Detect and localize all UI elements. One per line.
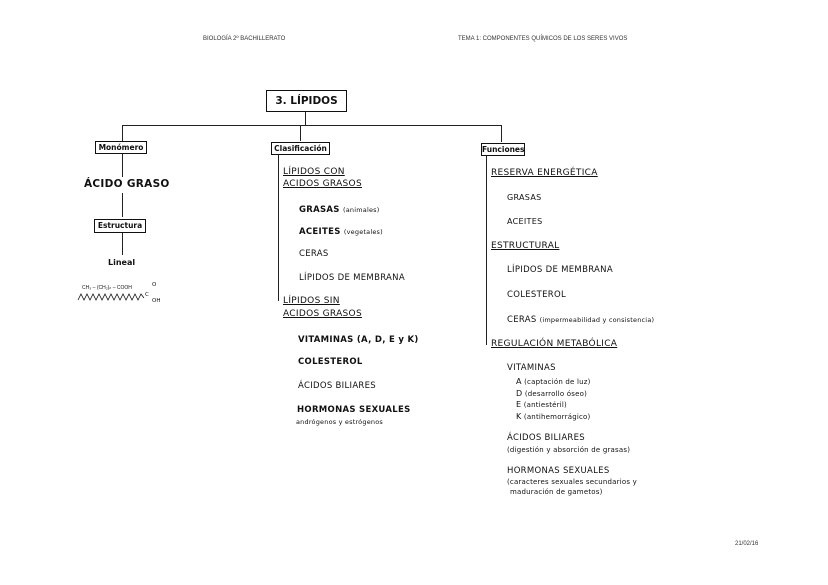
acido-graso-label: ÁCIDO GRASO — [84, 178, 170, 190]
func-vit-e — [516, 400, 567, 409]
func-grasas: GRASAS — [507, 193, 542, 202]
monomero-stem-1 — [122, 153, 123, 177]
clas-grasas — [299, 205, 380, 215]
fatty-acid-formula: CH₃ – (CH₂)ₙ – COOH — [82, 285, 132, 291]
clas-aceites — [299, 227, 383, 237]
func-ceras-note: (impermeabilidad y consistencia) — [539, 316, 655, 324]
estructura-type: Lineal — [108, 258, 136, 267]
carboxyl-oh: OH — [152, 298, 161, 304]
header-left: BIOLOGÍA 2º BACHILLERATO — [203, 36, 286, 42]
func-vit-e-letter: E — [516, 400, 522, 409]
clas-vitaminas: VITAMINAS (A, D, E y K) — [298, 335, 419, 345]
clas-hormonas-note: andrógenos y estrógenos — [296, 418, 383, 426]
func-aceites: ACEITES — [507, 217, 543, 226]
fatty-acid-zigzag-icon — [77, 291, 147, 303]
funciones-heading: Funciones — [482, 145, 525, 154]
func-ceras — [507, 315, 654, 325]
page-title: 3. LÍPIDOS — [266, 90, 347, 112]
estructura-stem — [122, 233, 123, 255]
func-acidos-biliares-note: (digestión y absorción de grasas) — [507, 446, 631, 454]
func-hormonas: HORMONAS SEXUALES — [507, 466, 610, 476]
clasificacion-trunk — [278, 153, 279, 301]
clas-hormonas: HORMONAS SEXUALES — [297, 405, 411, 415]
sin-acidos-line2: ACIDOS GRASOS — [283, 309, 362, 319]
clas-acidos-biliares: ÁCIDOS BILIARES — [298, 381, 377, 391]
estructura-heading: Estructura — [94, 219, 146, 233]
carboxyl-o: O — [152, 282, 157, 288]
func-hormonas-note2: maduración de gametos) — [510, 488, 603, 496]
drop-monomero — [122, 125, 123, 141]
clas-aceites-note: (vegetales) — [343, 228, 383, 236]
drop-clasificacion — [300, 125, 301, 141]
func-vit-k — [516, 412, 590, 421]
clas-grasas-label: GRASAS — [299, 205, 340, 215]
func-acidos-biliares: ÁCIDOS BILIARES — [507, 433, 586, 443]
func-lipidos-membrana: LÍPIDOS DE MEMBRANA — [507, 265, 613, 275]
func-colesterol: COLESTEROL — [507, 290, 567, 300]
header-right: TEMA 1: COMPONENTES QUÍMICOS DE LOS SERES VIVOS — [458, 36, 628, 42]
func-vitaminas: VITAMINAS — [507, 363, 556, 373]
monomero-heading: Monómero — [95, 141, 147, 154]
func-estructural: ESTRUCTURAL — [491, 241, 560, 251]
title-stem — [305, 112, 306, 125]
con-acidos-line1: LÍPIDOS CON — [283, 167, 345, 177]
func-vit-a-letter: A — [516, 377, 522, 386]
top-bar — [122, 125, 502, 126]
clas-lipidos-membrana: LÍPIDOS DE MEMBRANA — [299, 273, 405, 283]
func-vit-k-note: (antihemorrágico) — [523, 413, 591, 421]
func-reserva: RESERVA ENERGÉTICA — [491, 168, 598, 178]
func-hormonas-note1: (caracteres sexuales secundarios y — [507, 478, 637, 486]
clas-aceites-label: ACEITES — [299, 227, 341, 237]
func-vit-e-note: (antiestéril) — [523, 401, 567, 409]
funciones-trunk — [486, 155, 487, 345]
monomero-stem-2 — [122, 193, 123, 217]
con-acidos-line2: ACIDOS GRASOS — [283, 179, 362, 189]
func-ceras-label: CERAS — [507, 315, 537, 325]
clas-colesterol: COLESTEROL — [298, 357, 363, 367]
footer-date: 21/02/16 — [735, 541, 759, 547]
func-vit-d — [516, 389, 587, 398]
sin-acidos-line1: LÍPIDOS SIN — [283, 296, 340, 306]
clasificacion-heading: Clasificación — [271, 142, 330, 155]
func-regulacion: REGULACIÓN METABÓLICA — [491, 339, 618, 349]
func-vit-k-letter: K — [516, 412, 522, 421]
func-vit-a — [516, 377, 591, 386]
func-vit-d-note: (desarrollo óseo) — [524, 390, 588, 398]
clas-ceras: CERAS — [299, 249, 329, 259]
func-vit-a-note: (captación de luz) — [524, 378, 591, 386]
func-vit-d-letter: D — [516, 389, 523, 398]
drop-funciones — [501, 125, 502, 142]
carboxyl-c: C — [145, 292, 149, 298]
clas-grasas-note: (animales) — [343, 206, 380, 214]
